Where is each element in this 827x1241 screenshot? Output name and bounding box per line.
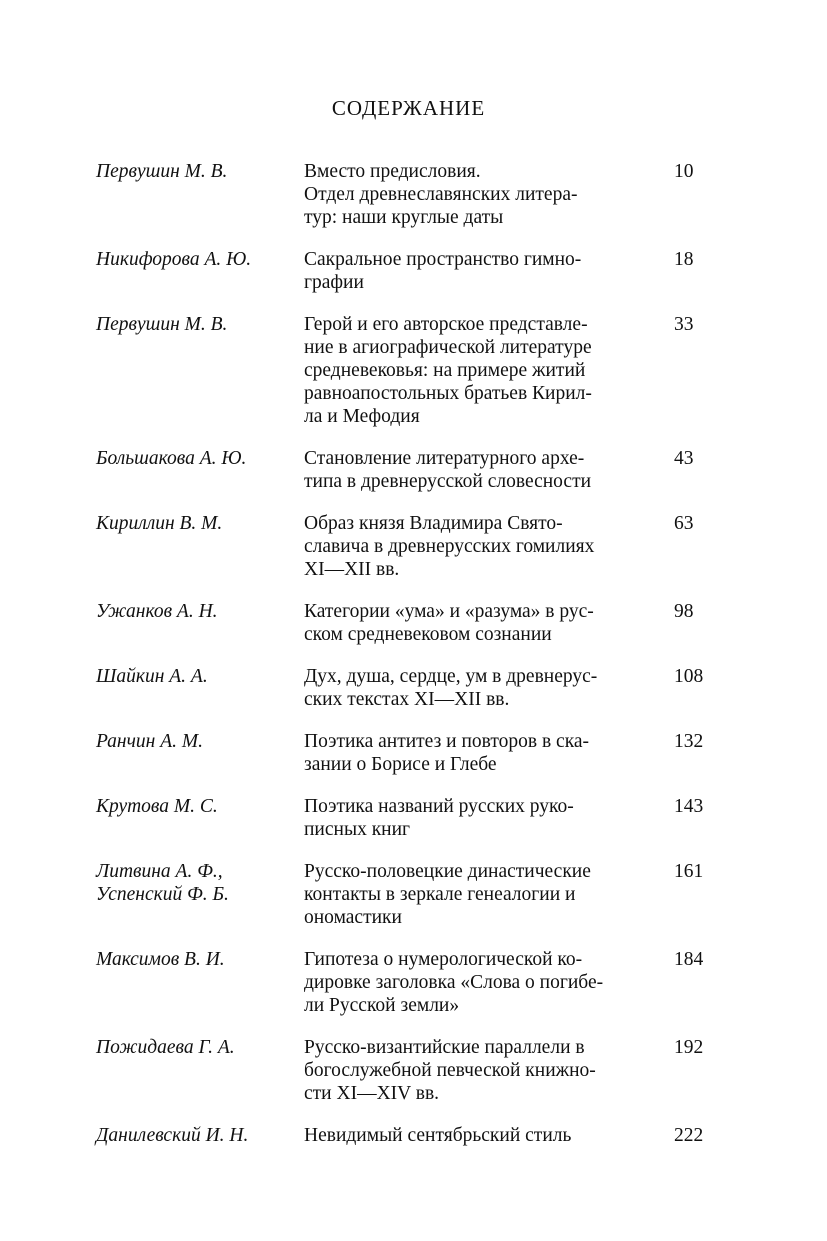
toc-entry xyxy=(96,160,716,229)
toc-author-line: Большакова А. Ю. xyxy=(96,448,247,469)
toc-title-line: Вместо предисловия. xyxy=(304,161,481,182)
toc-entry xyxy=(96,600,716,646)
toc-title-line: Дух, душа, сердце, ум в древнерус- xyxy=(304,666,598,687)
toc-title xyxy=(304,860,674,929)
toc-title-line: Невидимый сентябрьский стиль xyxy=(304,1125,572,1146)
toc-entry xyxy=(96,730,716,776)
toc-author xyxy=(96,1036,304,1105)
toc-author-line: Ужанков А. Н. xyxy=(96,601,218,622)
table-of-contents xyxy=(96,160,716,1166)
toc-author xyxy=(96,1124,304,1147)
toc-title-line: зании о Борисе и Глебе xyxy=(304,754,497,775)
toc-title-line: Категории «ума» и «разума» в рус- xyxy=(304,601,594,622)
toc-author-line: Крутова М. С. xyxy=(96,796,218,817)
toc-author xyxy=(96,313,304,428)
toc-author-line: Кириллин В. М. xyxy=(96,513,223,534)
toc-page-number: 161 xyxy=(674,861,704,882)
toc-page-number: 222 xyxy=(674,1125,704,1146)
toc-author xyxy=(96,447,304,493)
toc-title xyxy=(304,1036,674,1105)
toc-entry xyxy=(96,313,716,428)
toc-page-number: 33 xyxy=(674,314,694,335)
toc-title-line: Гипотеза о нумерологической ко- xyxy=(304,949,583,970)
toc-entry xyxy=(96,948,716,1017)
toc-title-line: ние в агиографической литературе xyxy=(304,337,592,358)
toc-author xyxy=(96,860,304,929)
toc-author-line: Успенский Ф. Б. xyxy=(96,884,229,905)
toc-title xyxy=(304,512,674,581)
page-title: СОДЕРЖАНИЕ xyxy=(331,96,486,120)
toc-title-line: Становление литературного архе- xyxy=(304,448,585,469)
toc-entry xyxy=(96,795,716,841)
toc-page-number: 18 xyxy=(674,249,694,270)
toc-title-line: Поэтика названий русских руко- xyxy=(304,796,574,817)
toc-author-line: Никифорова А. Ю. xyxy=(96,249,252,270)
toc-title xyxy=(304,1124,674,1147)
toc-author xyxy=(96,730,304,776)
toc-author xyxy=(96,248,304,294)
toc-author xyxy=(96,665,304,711)
toc-author-line: Максимов В. И. xyxy=(96,949,225,970)
toc-title xyxy=(304,730,674,776)
toc-page-number: 108 xyxy=(674,666,704,687)
toc-title xyxy=(304,665,674,711)
toc-title xyxy=(304,795,674,841)
toc-entry xyxy=(96,665,716,711)
toc-title-line: Поэтика антитез и повторов в ска- xyxy=(304,731,590,752)
toc-author xyxy=(96,512,304,581)
toc-title-line: дировке заголовка «Слова о погибе- xyxy=(304,972,604,993)
toc-author-line: Шайкин А. А. xyxy=(96,666,208,687)
toc-title-line: славича в древнерусских гомилиях xyxy=(304,536,595,557)
toc-author xyxy=(96,600,304,646)
toc-entry xyxy=(96,447,716,493)
toc-title-line: Сакральное пространство гимно- xyxy=(304,249,582,270)
toc-title-line: ли Русской земли» xyxy=(304,995,460,1016)
toc-title xyxy=(304,447,674,493)
toc-title-line: ономастики xyxy=(304,907,402,928)
toc-page-number: 143 xyxy=(674,796,704,817)
toc-title-line: Образ князя Владимира Свято- xyxy=(304,513,563,534)
toc-author-line: Первушин М. В. xyxy=(96,314,228,335)
toc-title-line: контакты в зеркале генеалогии и xyxy=(304,884,576,905)
toc-title-line: богослужебной певческой книжно- xyxy=(304,1060,596,1081)
toc-author-line: Пожидаева Г. А. xyxy=(96,1037,235,1058)
toc-title-line: ских текстах XI—XII вв. xyxy=(304,689,510,710)
toc-entry xyxy=(96,512,716,581)
toc-title-line: Герой и его авторское представле- xyxy=(304,314,588,335)
toc-title-line: ла и Мефодия xyxy=(304,406,420,427)
toc-author-line: Данилевский И. Н. xyxy=(96,1125,249,1146)
toc-title-line: сти XI—XIV вв. xyxy=(304,1083,440,1104)
toc-page-number: 63 xyxy=(674,513,694,534)
toc-title xyxy=(304,313,674,428)
toc-title xyxy=(304,600,674,646)
toc-title-line: типа в древнерусской словесности xyxy=(304,471,592,492)
toc-entry xyxy=(96,860,716,929)
toc-title-line: тур: наши круглые даты xyxy=(304,207,504,228)
toc-author-line: Литвина А. Ф., xyxy=(96,861,223,882)
toc-author-line: Первушин М. В. xyxy=(96,161,228,182)
toc-title-line: Отдел древнеславянских литера- xyxy=(304,184,578,205)
toc-title-line: равноапостольных братьев Кирил- xyxy=(304,383,592,404)
toc-title-line: Русско-половецкие династические xyxy=(304,861,591,882)
toc-title-line: писных книг xyxy=(304,819,411,840)
toc-title-line: средневековья: на примере житий xyxy=(304,360,586,381)
toc-page-number: 192 xyxy=(674,1037,704,1058)
toc-author xyxy=(96,160,304,229)
toc-author xyxy=(96,948,304,1017)
toc-entry xyxy=(96,1124,716,1147)
toc-title-line: XI—XII вв. xyxy=(304,559,400,580)
toc-page-number: 184 xyxy=(674,949,704,970)
toc-title xyxy=(304,948,674,1017)
toc-title xyxy=(304,248,674,294)
toc-page-number: 43 xyxy=(674,448,694,469)
toc-author xyxy=(96,795,304,841)
toc-title xyxy=(304,160,674,229)
toc-title-line: Русско-византийские параллели в xyxy=(304,1037,585,1058)
toc-author-line: Ранчин А. М. xyxy=(96,731,203,752)
toc-page-number: 10 xyxy=(674,161,694,182)
toc-title-line: ском средневековом сознании xyxy=(304,624,552,645)
toc-title-line: графии xyxy=(304,272,364,293)
toc-entry xyxy=(96,1036,716,1105)
toc-entry xyxy=(96,248,716,294)
toc-page-number: 132 xyxy=(674,731,704,752)
toc-page-number: 98 xyxy=(674,601,694,622)
